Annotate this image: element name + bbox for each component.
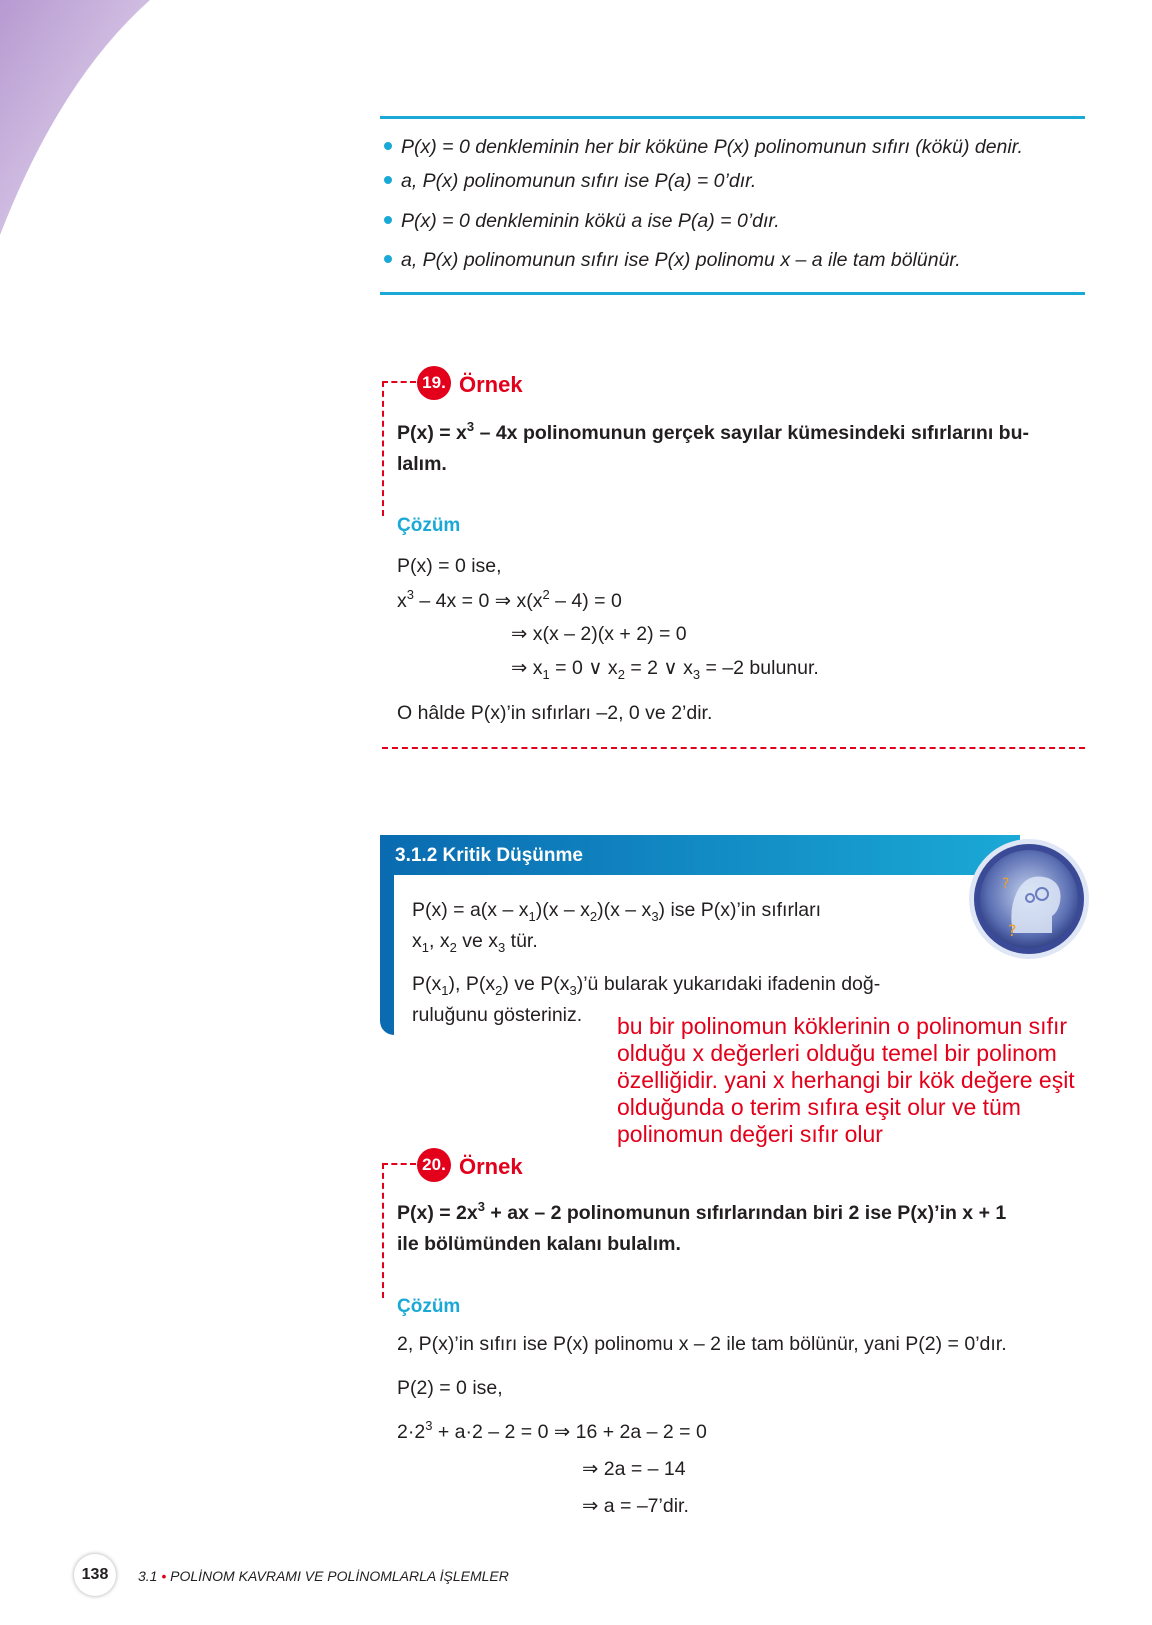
corner-decoration: [0, 0, 160, 240]
critical-line: $P(x_1)$, $P(x_2)$ ve $P(x_3)’ü$ bularak yukarıdaki ifadenin doğ-: [412, 973, 881, 998]
solution-line: P(x) = 0 ise,: [397, 555, 502, 577]
page-number: 138: [74, 1554, 116, 1596]
critical-line: $P(x) = a(x - x_1)(x - x_2)(x - x_3)$ ise P(x)’in sıfırları: [412, 899, 822, 924]
example-question-cont: ile bölümünden kalanı bulalım.: [397, 1233, 681, 1255]
solution-conclusion: O hâlde P(x)’in sıfırları –2, 0 ve 2’dir.: [397, 702, 713, 724]
critical-thinking-title: 3.1.2 Kritik Düşünme: [395, 845, 583, 866]
definition-item: P(x) = 0 denkleminin her bir köküne P(x) polinomunun sıfırı (kökü) denir.: [384, 136, 1023, 159]
example-frame-left: [382, 381, 384, 516]
solution-line: ⇒ $x_1 = 0$ ∨ $x_2 = 2$ ∨ $x_3 = -2$ bulunur.: [511, 657, 819, 682]
example-question: $P(x) = 2x^3$ + ax – 2 polinomunun sıfırlarından biri 2 ise P(x)’in x + 1: [397, 1199, 1007, 1224]
solution-line: $2\cdot 2^3 + a\cdot 2 - 2 = 0$ ⇒ 16 + 2a – 2 = 0: [397, 1418, 707, 1443]
example-title: Örnek: [459, 372, 523, 397]
example-question: $P(x) = x^3 - 4x$ polinomunun gerçek sayılar kümesindeki sıfırlarını bu-: [397, 419, 1029, 444]
example-frame-top: [382, 1163, 416, 1165]
bullet-icon: [384, 216, 392, 224]
critical-thinking-bar: [380, 875, 394, 1035]
footer-dot: •: [161, 1568, 167, 1584]
svg-text:?: ?: [1008, 921, 1017, 940]
bullet-icon: [384, 255, 392, 263]
annotation-note: bu bir polinomun köklerinin o polinomun sıfır olduğu x değerleri olduğu temel bir polinom özelliğidir. yani x herhangi bir kök değere eşit olduğunda o terim sıfıra eşit olur ve tüm polinomun değeri sıfır olur: [617, 1013, 1075, 1147]
solution-line: ⇒ x(x – 2)(x + 2) = 0: [511, 623, 687, 645]
definition-item: P(x) = 0 denkleminin kökü a ise P(a) = 0’dır.: [384, 210, 780, 233]
critical-line: $x_1$, $x_2$ ve $x_3$ tür.: [412, 930, 538, 955]
brain-icon: [968, 838, 1090, 960]
solution-line: 2, P(x)’in sıfırı ise P(x) polinomu x – 2 ile tam bölünür, yani P(2) = 0’dır.: [397, 1333, 1007, 1355]
example-frame-bottom: [382, 747, 1085, 749]
solution-line: P(2) = 0 ise,: [397, 1377, 503, 1399]
example-question-cont: lalım.: [397, 453, 447, 475]
example-title: Örnek: [459, 1154, 523, 1179]
example-number-badge: 19.: [417, 366, 451, 400]
top-rule: [380, 116, 1085, 119]
solution-label: Çözüm: [397, 515, 461, 536]
solution-label: Çözüm: [397, 1296, 461, 1317]
definition-item: a, P(x) polinomunun sıfırı ise P(a) = 0’dır.: [384, 170, 756, 193]
bullet-icon: [384, 142, 392, 150]
example-frame-top: [382, 381, 416, 383]
definition-item: a, P(x) polinomunun sıfırı ise P(x) polinomu x – a ile tam bölünür.: [384, 249, 961, 272]
bullet-icon: [384, 176, 392, 184]
example-number-badge: 20.: [417, 1148, 451, 1182]
solution-line: ⇒ 2a = – 14: [582, 1458, 686, 1480]
solution-line: $x^3 - 4x = 0$ ⇒ $x(x^2 - 4) = 0$: [397, 587, 622, 612]
svg-text:?: ?: [1002, 876, 1010, 892]
running-footer: 3.1 • POLİNOM KAVRAMI VE POLİNOMLARLA İŞLEMLER: [138, 1568, 509, 1584]
bottom-rule: [380, 292, 1085, 295]
example-frame-left: [382, 1163, 384, 1298]
solution-line: ⇒ a = –7’dir.: [582, 1495, 689, 1517]
critical-line: ruluğunu gösteriniz.: [412, 1004, 583, 1026]
